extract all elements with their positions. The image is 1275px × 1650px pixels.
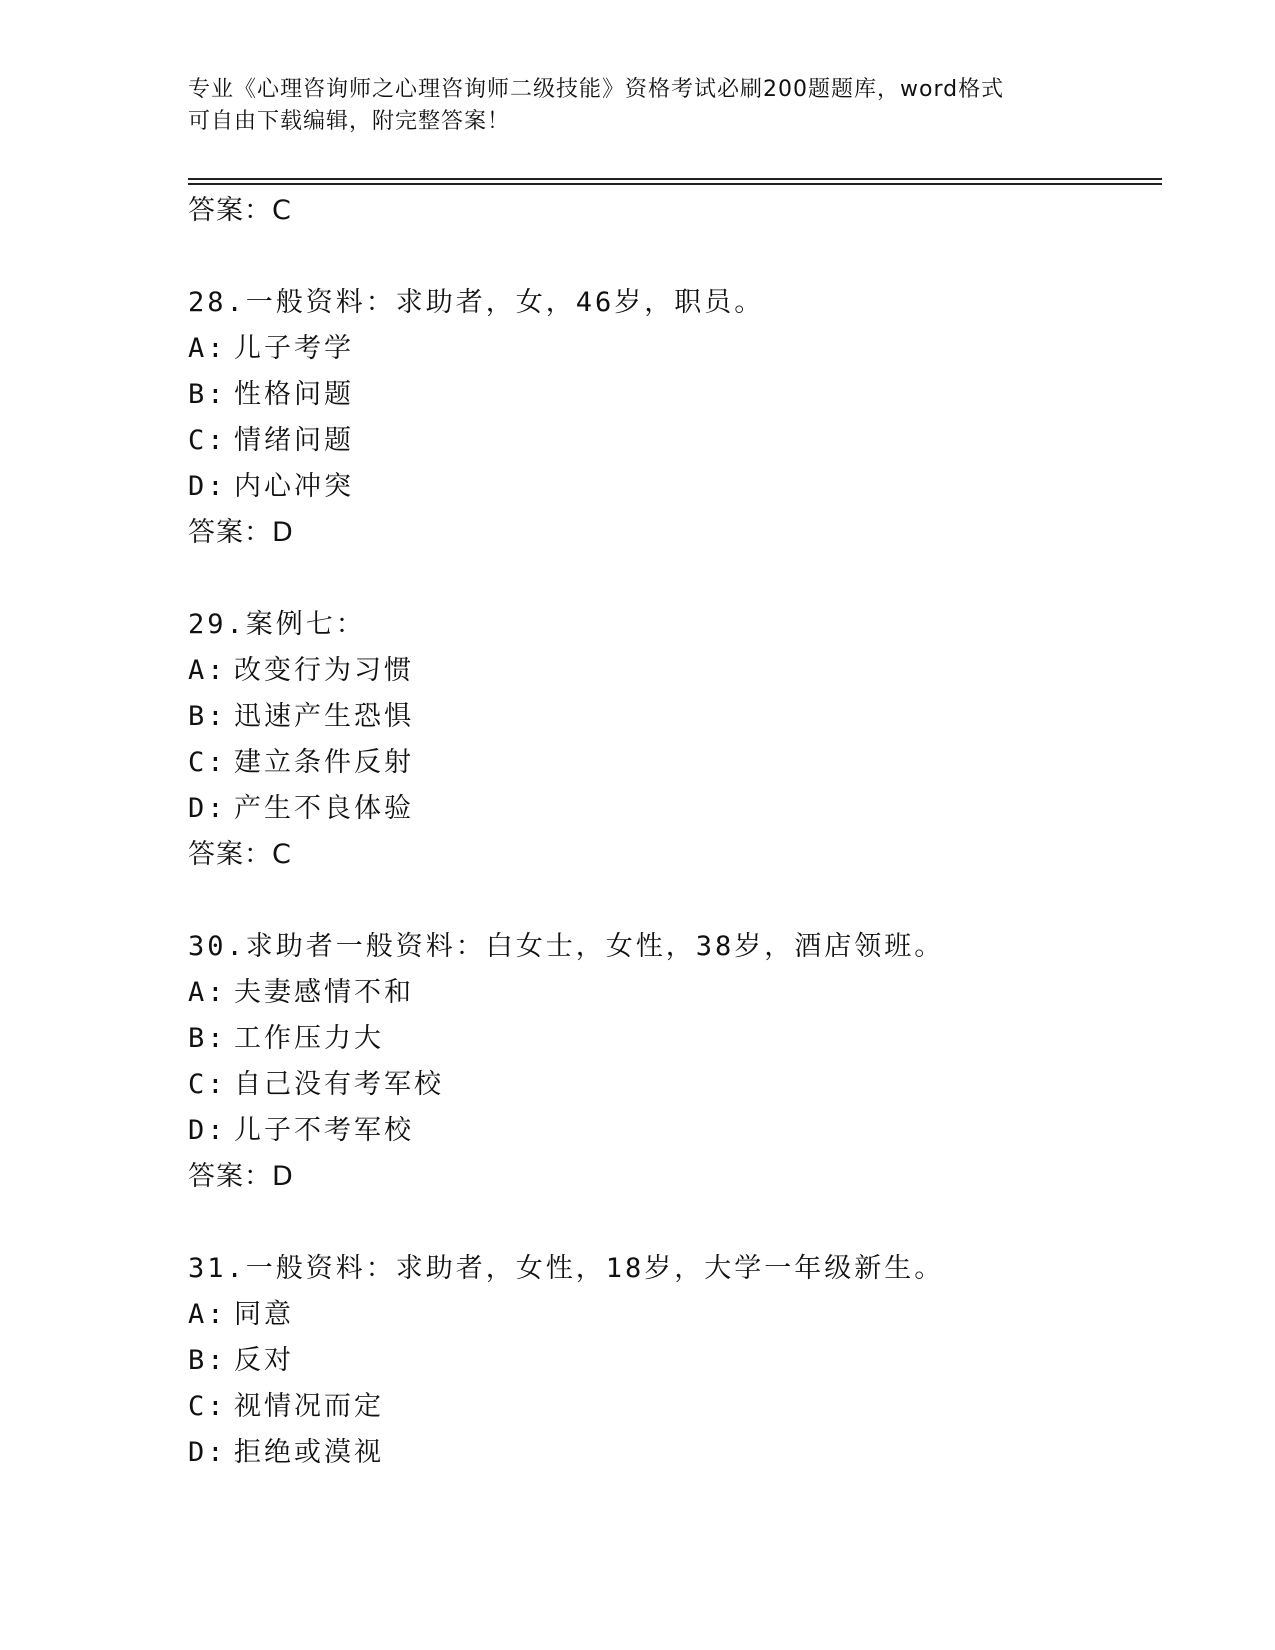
spacer	[188, 878, 1158, 924]
option-label: A:	[188, 1299, 227, 1330]
option-label: D:	[188, 1115, 227, 1146]
header-divider-bottom	[188, 183, 1162, 185]
question-text: 31.一般资料：求助者，女性，18岁，大学一年级新生。	[188, 1253, 945, 1284]
option-label: B:	[188, 379, 227, 410]
spacer	[188, 234, 1158, 280]
option-label: D:	[188, 793, 227, 824]
question-text: 29.案例七：	[188, 609, 366, 640]
option-a	[188, 1292, 1158, 1338]
option-text: 改变行为习惯	[234, 655, 414, 686]
option-a	[188, 326, 1158, 372]
answer: 答案：D	[188, 517, 294, 548]
spacer	[188, 1200, 1158, 1246]
header-line-1: 专业《心理咨询师之心理咨询师二级技能》资格考试必刷200题题库，word格式	[188, 77, 1005, 102]
option-b	[188, 1338, 1158, 1384]
option-text: 情绪问题	[234, 425, 354, 456]
option-text: 拒绝或漠视	[234, 1437, 384, 1468]
option-a	[188, 970, 1158, 1016]
document-header	[188, 74, 1088, 138]
option-label: A:	[188, 977, 227, 1008]
option-d	[188, 464, 1158, 510]
question-30	[188, 924, 1158, 1200]
option-d	[188, 1108, 1158, 1154]
question-text: 30.求助者一般资料：白女士，女性，38岁，酒店领班。	[188, 931, 945, 962]
option-label: C:	[188, 425, 227, 456]
header-divider-top	[188, 178, 1162, 180]
option-d	[188, 1430, 1158, 1476]
option-text: 性格问题	[234, 379, 354, 410]
option-text: 视情况而定	[234, 1391, 384, 1422]
option-b	[188, 372, 1158, 418]
option-c	[188, 740, 1158, 786]
option-text: 儿子不考军校	[234, 1115, 414, 1146]
option-text: 夫妻感情不和	[234, 977, 414, 1008]
option-label: D:	[188, 471, 227, 502]
answer: 答案：C	[188, 839, 292, 870]
option-label: C:	[188, 1391, 227, 1422]
option-a	[188, 648, 1158, 694]
option-label: B:	[188, 1023, 227, 1054]
option-text: 迅速产生恐惧	[234, 701, 414, 732]
option-c	[188, 1062, 1158, 1108]
option-text: 同意	[234, 1299, 294, 1330]
header-line-2: 可自由下载编辑，附完整答案！	[188, 109, 511, 134]
option-text: 内心冲突	[234, 471, 354, 502]
option-c	[188, 418, 1158, 464]
option-label: C:	[188, 1069, 227, 1100]
option-text: 儿子考学	[234, 333, 354, 364]
answer: 答案：D	[188, 1161, 294, 1192]
option-text: 工作压力大	[234, 1023, 384, 1054]
question-28	[188, 280, 1158, 556]
option-label: A:	[188, 333, 227, 364]
previous-answer: 答案：C	[188, 195, 292, 226]
option-text: 反对	[234, 1345, 294, 1376]
question-29	[188, 602, 1158, 878]
option-label: B:	[188, 701, 227, 732]
option-b	[188, 694, 1158, 740]
option-label: D:	[188, 1437, 227, 1468]
option-text: 产生不良体验	[234, 793, 414, 824]
option-b	[188, 1016, 1158, 1062]
option-label: A:	[188, 655, 227, 686]
option-text: 建立条件反射	[234, 747, 414, 778]
option-label: C:	[188, 747, 227, 778]
question-31	[188, 1246, 1158, 1476]
option-text: 自己没有考军校	[234, 1069, 444, 1100]
option-c	[188, 1384, 1158, 1430]
spacer	[188, 556, 1158, 602]
option-label: B:	[188, 1345, 227, 1376]
option-d	[188, 786, 1158, 832]
question-text: 28.一般资料：求助者，女，46岁，职员。	[188, 287, 765, 318]
question-list	[188, 188, 1158, 1476]
